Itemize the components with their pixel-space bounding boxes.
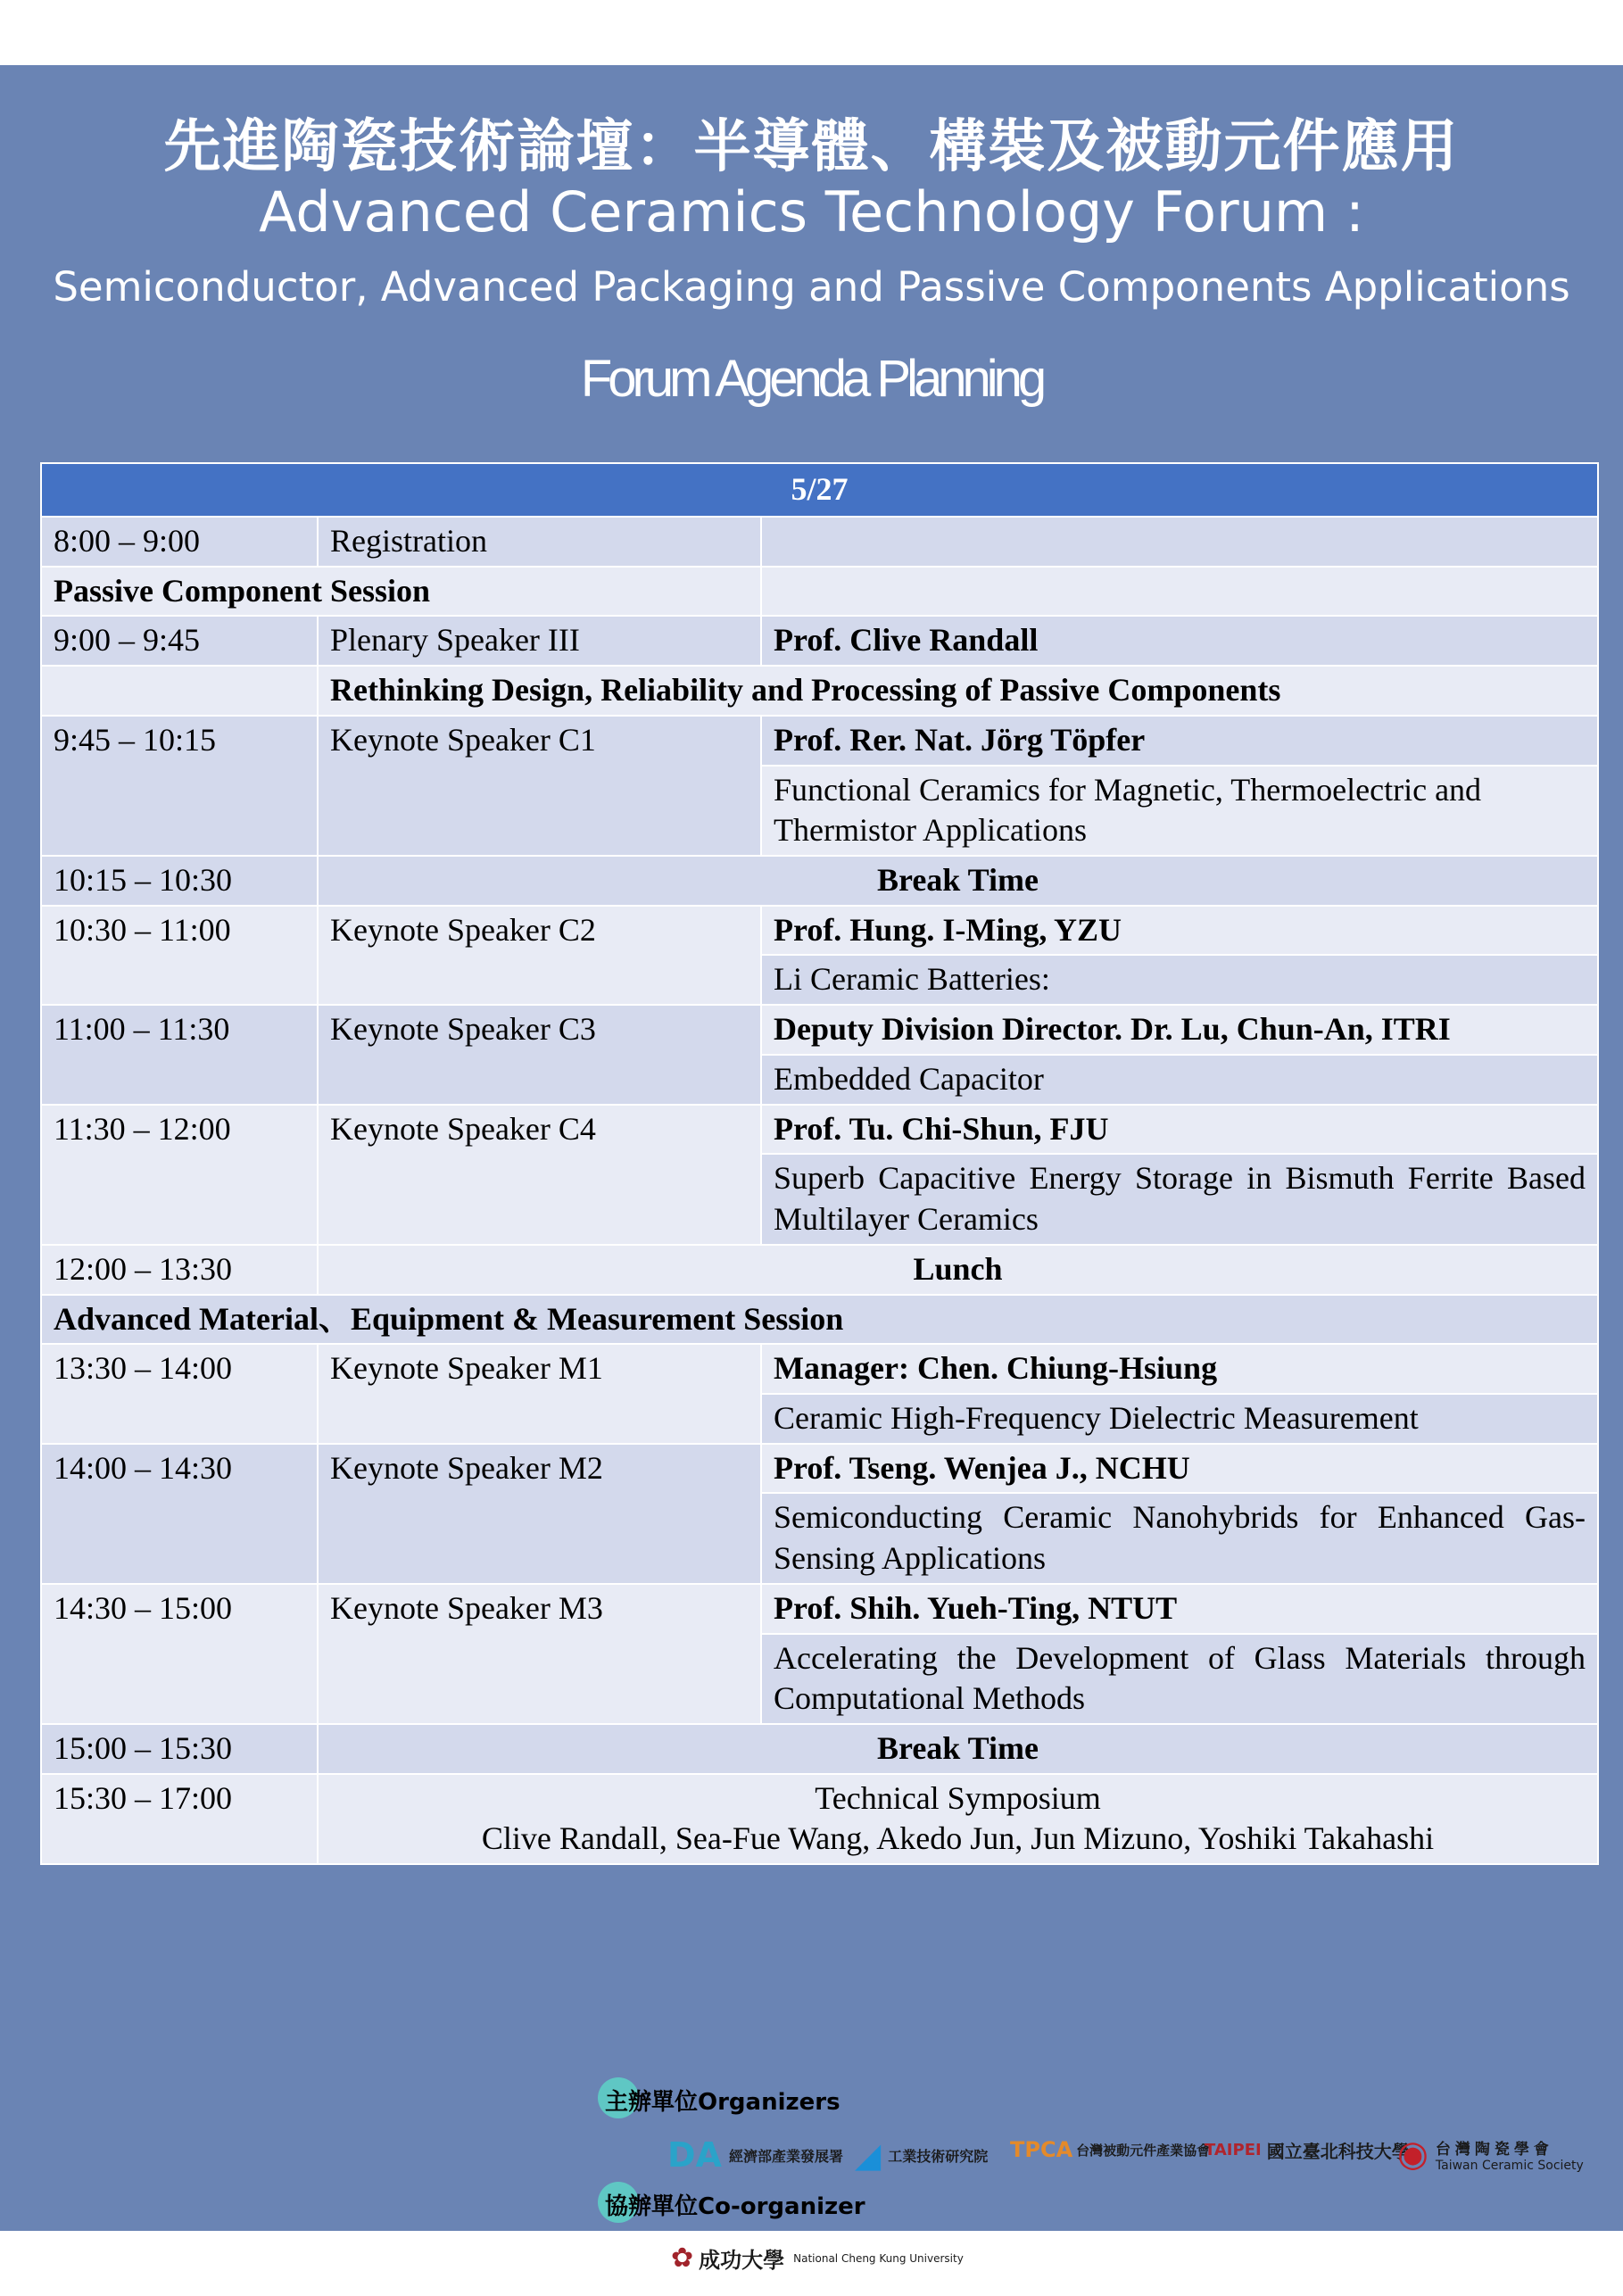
role-cell: Keynote Speaker M3 [318, 1584, 761, 1724]
empty-cell [41, 666, 318, 716]
table-row [41, 1005, 1598, 1055]
time-cell: 15:30 – 17:00 [41, 1774, 318, 1864]
table-row [41, 906, 1598, 956]
agenda-heading: Forum Agenda Planning [580, 350, 1043, 408]
table-row [41, 1774, 1598, 1864]
speaker-cell: Prof. Tseng. Wenjea J., NCHU [761, 1444, 1598, 1494]
symposium-speakers: Clive Randall, Sea-Fue Wang, Akedo Jun, Jun Mizuno, Yoshiki Takahashi [481, 1820, 1435, 1857]
break-cell: Break Time [318, 856, 1598, 906]
time-cell: 9:00 – 9:45 [41, 616, 318, 666]
date-header: 5/27 [41, 463, 1598, 517]
speaker-cell: Prof. Tu. Chi-Shun, FJU [761, 1105, 1598, 1155]
role-cell: Keynote Speaker C1 [318, 716, 761, 856]
empty-cell [761, 517, 1598, 567]
date-row [41, 463, 1598, 517]
time-cell: 8:00 – 9:00 [41, 517, 318, 567]
logo-tcs: ◉ 台灣陶瓷學會 Taiwan Ceramic Society [1397, 2134, 1584, 2175]
session-row [41, 567, 1598, 617]
coorganizer-label: 協辦單位Co-organizer [598, 2182, 858, 2223]
ntut-logo-icon: TAIPEI [1205, 2141, 1262, 2159]
role-cell: Keynote Speaker M1 [318, 1344, 761, 1443]
time-cell: 9:45 – 10:15 [41, 716, 318, 856]
title-english: Advanced Ceramics Technology Forum : [259, 179, 1364, 245]
table-row [41, 1724, 1598, 1774]
table-row [41, 1105, 1598, 1155]
table-row [41, 1444, 1598, 1494]
time-cell: 14:30 – 15:00 [41, 1584, 318, 1724]
topic-cell: Semiconducting Ceramic Nanohybrids for Enhanced Gas-Sensing Applications [761, 1493, 1598, 1583]
role-cell: Keynote Speaker C4 [318, 1105, 761, 1245]
role-cell: Keynote Speaker M2 [318, 1444, 761, 1584]
table-row [41, 1344, 1598, 1394]
logo-ncku: ✿ 成功大學 National Cheng Kung University [671, 2242, 964, 2274]
organizers-label: 主辦單位Organizers [598, 2077, 833, 2118]
lunch-cell: Lunch [318, 1245, 1598, 1295]
logo-ntut: TAIPEI 國立臺北科技大學 [1205, 2141, 1410, 2162]
topic-cell: Functional Ceramics for Magnetic, Thermoelectric and Thermistor Applications [761, 766, 1598, 856]
agenda-table [40, 462, 1599, 1865]
tpca-logo-icon: TPCA [1010, 2137, 1073, 2162]
title-chinese: 先進陶瓷技術論壇：半導體、構裝及被動元件應用 [163, 114, 1460, 180]
time-cell: 12:00 – 13:30 [41, 1245, 318, 1295]
speaker-cell: Prof. Rer. Nat. Jörg Töpfer [761, 716, 1598, 766]
table-row [41, 856, 1598, 906]
role-cell: Keynote Speaker C3 [318, 1005, 761, 1104]
time-cell: 11:30 – 12:00 [41, 1105, 318, 1245]
logo-tpca: TPCA 台灣被動元件產業協會 [1010, 2137, 1211, 2162]
speaker-cell: Prof. Shih. Yueh-Ting, NTUT [761, 1584, 1598, 1634]
time-cell: 10:30 – 11:00 [41, 906, 318, 1005]
symposium-title: Technical Symposium [815, 1779, 1101, 1816]
table-row [41, 1245, 1598, 1295]
time-cell: 14:00 – 14:30 [41, 1444, 318, 1584]
subtitle-english: Semiconductor, Advanced Packaging and Passive Components Applications [53, 263, 1570, 311]
topic-cell: Embedded Capacitor [761, 1055, 1598, 1105]
session-title: Advanced Material、Equipment & Measurement Session [41, 1295, 1598, 1345]
table-row [41, 716, 1598, 766]
topic-cell: Rethinking Design, Reliability and Processing of Passive Components [318, 666, 1598, 716]
break-cell: Break Time [318, 1724, 1598, 1774]
role-cell: Registration [318, 517, 761, 567]
logo-ida: DA 經濟部產業發展署 [667, 2135, 843, 2175]
speaker-cell: Manager: Chen. Chiung-Hsiung [761, 1344, 1598, 1394]
time-cell: 11:00 – 11:30 [41, 1005, 318, 1104]
time-cell: 10:15 – 10:30 [41, 856, 318, 906]
topic-cell: Li Ceramic Batteries: [761, 955, 1598, 1005]
speaker-cell: Deputy Division Director. Dr. Lu, Chun-An, ITRI [761, 1005, 1598, 1055]
table-row [41, 517, 1598, 567]
role-cell: Plenary Speaker III [318, 616, 761, 666]
topic-cell: Ceramic High-Frequency Dielectric Measurement [761, 1394, 1598, 1444]
time-cell: 15:00 – 15:30 [41, 1724, 318, 1774]
table-row [41, 616, 1598, 666]
table-row [41, 1584, 1598, 1634]
session-row [41, 1295, 1598, 1345]
topic-cell: Accelerating the Development of Glass Materials through Computational Methods [761, 1634, 1598, 1724]
session-title: Passive Component Session [41, 567, 761, 617]
itri-logo-icon: ◢ [855, 2135, 882, 2175]
tcs-logo-icon: ◉ [1397, 2134, 1428, 2175]
time-cell: 13:30 – 14:00 [41, 1344, 318, 1443]
ncku-logo-icon: ✿ [671, 2242, 694, 2274]
poster-background [0, 65, 1623, 2274]
symposium-cell [318, 1774, 1598, 1864]
empty-cell [761, 567, 1598, 617]
ida-logo-icon: DA [667, 2135, 722, 2175]
table-row [41, 666, 1598, 716]
logo-itri: ◢ 工業技術研究院 [855, 2135, 989, 2175]
role-cell: Keynote Speaker C2 [318, 906, 761, 1005]
speaker-cell: Prof. Hung. I-Ming, YZU [761, 906, 1598, 956]
topic-cell: Superb Capacitive Energy Storage in Bismuth Ferrite Based Multilayer Ceramics [761, 1154, 1598, 1244]
speaker-cell: Prof. Clive Randall [761, 616, 1598, 666]
